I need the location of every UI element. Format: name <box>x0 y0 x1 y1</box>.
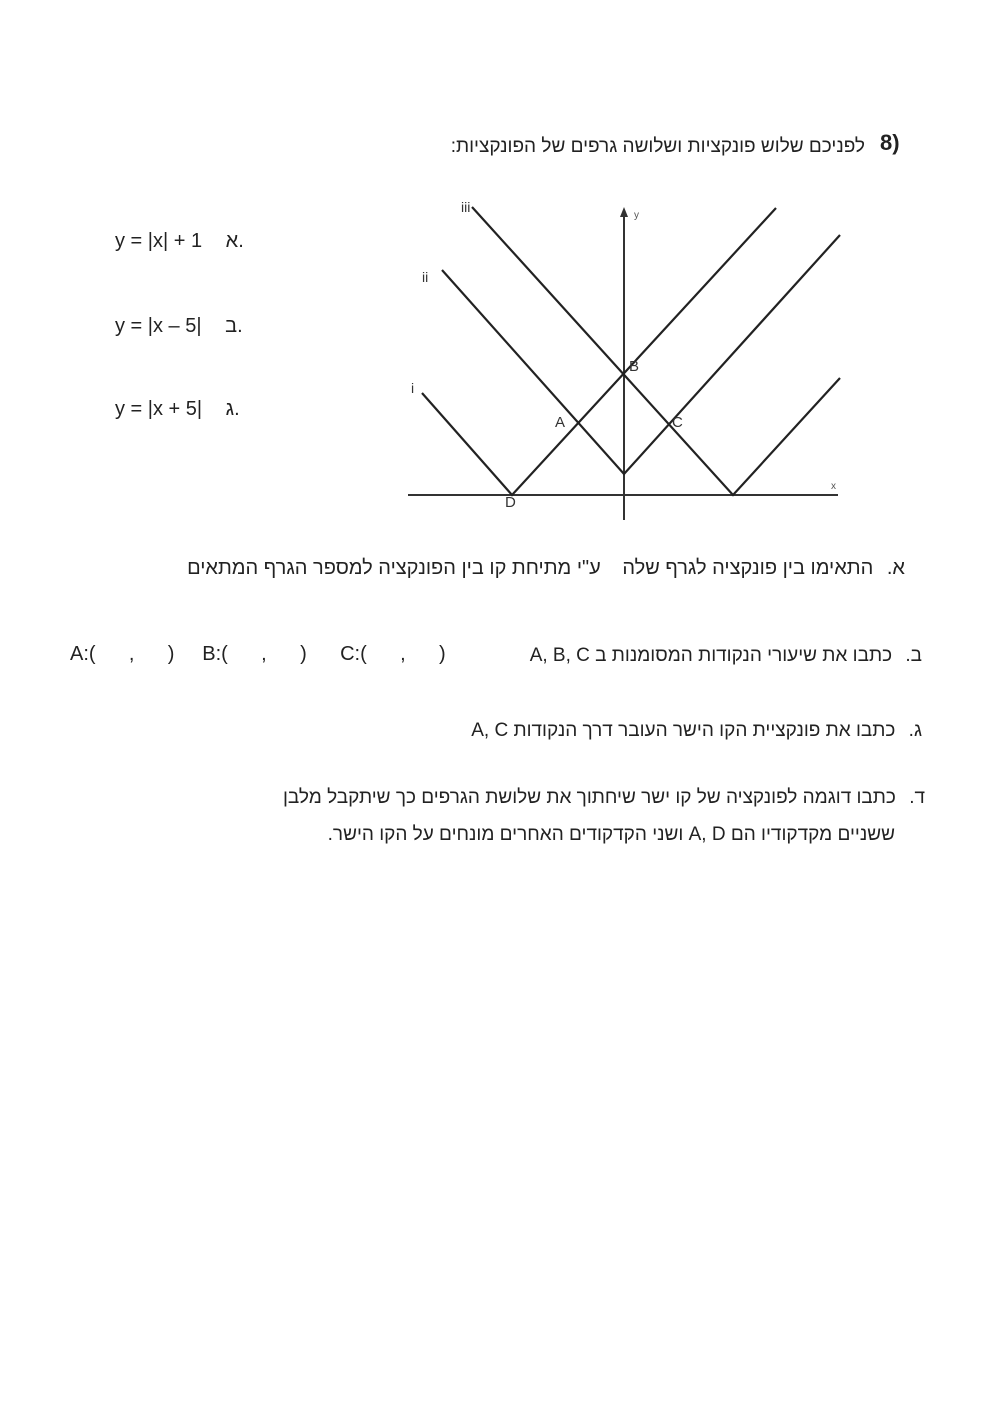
task-a <box>187 557 905 580</box>
curve-label-ii: ii <box>422 269 429 285</box>
task-letter: א. <box>886 557 905 579</box>
task-letter: ד. <box>909 787 925 808</box>
task-c <box>471 720 922 742</box>
function-graph <box>400 195 850 530</box>
x-axis-label: x <box>831 481 836 492</box>
point-label-c: C <box>672 414 683 431</box>
function-letter: א. <box>225 230 244 252</box>
answer-label-a: A: <box>70 643 89 665</box>
task-a-text-1: התאימו בין פונקציה לגרף שלה <box>622 557 874 579</box>
curve-label-iii: iii <box>461 199 471 215</box>
curve-label-i: i <box>411 380 415 396</box>
graph-curve-i <box>422 208 776 495</box>
task-letter: ב. <box>905 645 922 666</box>
task-b-answers <box>70 643 446 666</box>
y-axis-label: y <box>634 210 639 221</box>
task-d-text-1: כתבו דוגמה לפונקציה של קו ישר שיחתוך את שלושת הגרפים כך שיתקבל מלבן <box>282 787 896 808</box>
task-b-text: כתבו את שיעורי הנקודות המסומנות ב A, B, C <box>529 645 893 666</box>
task-d-line-1 <box>283 787 925 809</box>
point-label-a: A <box>555 414 566 431</box>
function-letter: ג. <box>225 398 240 420</box>
task-c-text: כתבו את פונקציית הקו הישר העובר דרך הנקודות A, C <box>471 720 896 741</box>
graph-curve-iii <box>472 207 840 495</box>
answer-blank-b[interactable]: ( , ) <box>221 643 307 665</box>
answer-label-b: B: <box>202 643 222 665</box>
function-item-b <box>115 315 243 338</box>
function-formula: y = |x| + 1 <box>115 230 203 252</box>
task-b <box>530 645 922 667</box>
function-item-a <box>115 230 244 253</box>
task-d-line-2: ששניים מקדקודיו הם A, D ושני הקדקודים האחרים מונחים על הקו הישר. <box>327 824 895 845</box>
point-label-b: B <box>629 358 640 375</box>
answer-blank-c[interactable]: ( , ) <box>360 643 446 665</box>
question-number: 8) <box>880 130 900 155</box>
answer-blank-a[interactable]: ( , ) <box>88 643 175 665</box>
point-label-d: D <box>505 494 516 511</box>
y-axis-arrow-icon <box>620 207 628 217</box>
function-letter: ב. <box>225 315 243 337</box>
function-item-c <box>115 398 240 421</box>
task-a-text-2: ע"י מתיחת קו בין הפונקציה למספר הגרף המתאים <box>187 557 601 579</box>
function-formula: y = |x + 5| <box>115 398 203 420</box>
task-letter: ג. <box>908 720 922 741</box>
answer-label-c: C: <box>340 643 361 665</box>
function-formula: y = |x – 5| <box>115 315 202 337</box>
question-intro: לפניכם שלוש פונקציות ושלושה גרפים של הפונקציות: <box>450 136 865 157</box>
